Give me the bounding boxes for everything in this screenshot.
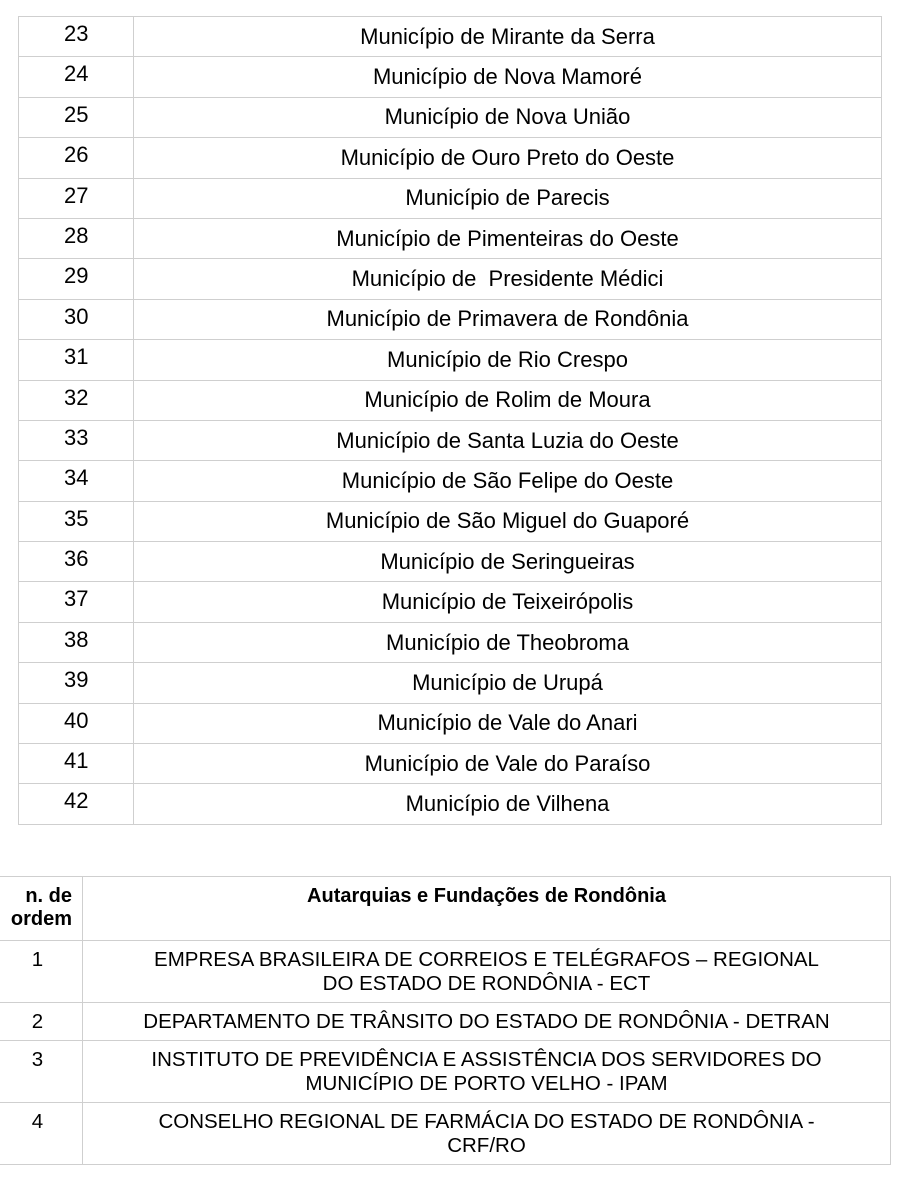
- row-number: 27: [19, 178, 134, 218]
- municipio-name: Município de São Miguel do Guaporé: [134, 501, 882, 541]
- table-row: [19, 542, 882, 582]
- entity-name: [83, 1003, 891, 1041]
- header-order-line2: ordem: [10, 908, 72, 930]
- municipio-name: Município de Primavera de Rondônia: [134, 299, 882, 339]
- row-number: 41: [19, 744, 134, 784]
- municipio-name: Município de Pimenteiras do Oeste: [134, 218, 882, 258]
- table-row: [19, 97, 882, 137]
- table-row: [19, 744, 882, 784]
- column-header-order: [0, 877, 83, 941]
- row-number: 1: [0, 941, 83, 1003]
- entity-name-line1: EMPRESA BRASILEIRA DE CORREIOS E TELÉGRAFOS – REGIONAL: [154, 948, 819, 971]
- row-number: 39: [19, 663, 134, 703]
- municipio-name: Município de Nova Mamoré: [134, 57, 882, 97]
- row-number: 38: [19, 622, 134, 662]
- entity-name: [83, 941, 891, 1003]
- entity-name-line2: DO ESTADO DE RONDÔNIA - ECT: [322, 972, 651, 995]
- row-number: 37: [19, 582, 134, 622]
- row-number: 32: [19, 380, 134, 420]
- row-number: 28: [19, 218, 134, 258]
- row-number: 23: [19, 17, 134, 57]
- row-number: 36: [19, 542, 134, 582]
- row-number: 31: [19, 340, 134, 380]
- table-row: [0, 941, 891, 1003]
- table-row: [19, 138, 882, 178]
- municipio-name: Município de São Felipe do Oeste: [134, 461, 882, 501]
- row-number: 34: [19, 461, 134, 501]
- row-number: 33: [19, 420, 134, 460]
- table-row: [0, 1003, 891, 1041]
- entity-name-line1: INSTITUTO DE PREVIDÊNCIA E ASSISTÊNCIA DOS SERVIDORES DO: [151, 1048, 822, 1071]
- table-row: [19, 259, 882, 299]
- municipio-name: Município de Ouro Preto do Oeste: [134, 138, 882, 178]
- row-number: 42: [19, 784, 134, 824]
- row-number: 4: [0, 1103, 83, 1165]
- table-row: [19, 380, 882, 420]
- table-row: [19, 622, 882, 662]
- row-number: 40: [19, 703, 134, 743]
- row-number: 35: [19, 501, 134, 541]
- table-row: [19, 17, 882, 57]
- row-number: 26: [19, 138, 134, 178]
- municipio-name: Município de Parecis: [134, 178, 882, 218]
- table-row: [19, 703, 882, 743]
- municipio-name: Município de Vilhena: [134, 784, 882, 824]
- row-number: 30: [19, 299, 134, 339]
- header-order-line1: n. de: [25, 885, 72, 907]
- entity-name-line1: DEPARTAMENTO DE TRÂNSITO DO ESTADO DE RONDÔNIA - DETRAN: [143, 1010, 830, 1033]
- table-row: [19, 582, 882, 622]
- entity-name-line2: MUNICÍPIO DE PORTO VELHO - IPAM: [305, 1072, 668, 1095]
- table-row: [19, 218, 882, 258]
- autarquias-table: [0, 876, 891, 1165]
- municipio-name: Município de Vale do Paraíso: [134, 744, 882, 784]
- municipio-name: Município de Nova União: [134, 97, 882, 137]
- table-row: [0, 1103, 891, 1165]
- entity-name-line1: CONSELHO REGIONAL DE FARMÁCIA DO ESTADO DE RONDÔNIA -: [158, 1110, 815, 1133]
- municipios-table: [18, 16, 882, 825]
- table-row: [0, 1041, 891, 1103]
- table-row: [19, 57, 882, 97]
- municipio-name: Município de Presidente Médici: [134, 259, 882, 299]
- row-number: 24: [19, 57, 134, 97]
- table-row: [19, 178, 882, 218]
- entity-name: [83, 1041, 891, 1103]
- table-row: [19, 299, 882, 339]
- municipio-name: Município de Teixeirópolis: [134, 582, 882, 622]
- column-header-title: Autarquias e Fundações de Rondônia: [83, 877, 891, 941]
- table-row: [19, 420, 882, 460]
- row-number: 3: [0, 1041, 83, 1103]
- municipio-name: Município de Seringueiras: [134, 542, 882, 582]
- table-header-row: [0, 877, 891, 941]
- municipio-name: Município de Theobroma: [134, 622, 882, 662]
- municipio-name: Município de Vale do Anari: [134, 703, 882, 743]
- municipio-name: Município de Santa Luzia do Oeste: [134, 420, 882, 460]
- row-number: 25: [19, 97, 134, 137]
- municipio-name: Município de Urupá: [134, 663, 882, 703]
- entity-name: [83, 1103, 891, 1165]
- row-number: 2: [0, 1003, 83, 1041]
- table-row: [19, 784, 882, 824]
- municipio-name: Município de Rio Crespo: [134, 340, 882, 380]
- municipio-name: Município de Mirante da Serra: [134, 17, 882, 57]
- table-row: [19, 663, 882, 703]
- entity-name-line2: CRF/RO: [447, 1134, 526, 1157]
- table-row: [19, 501, 882, 541]
- municipio-name: Município de Rolim de Moura: [134, 380, 882, 420]
- row-number: 29: [19, 259, 134, 299]
- table-row: [19, 340, 882, 380]
- table-row: [19, 461, 882, 501]
